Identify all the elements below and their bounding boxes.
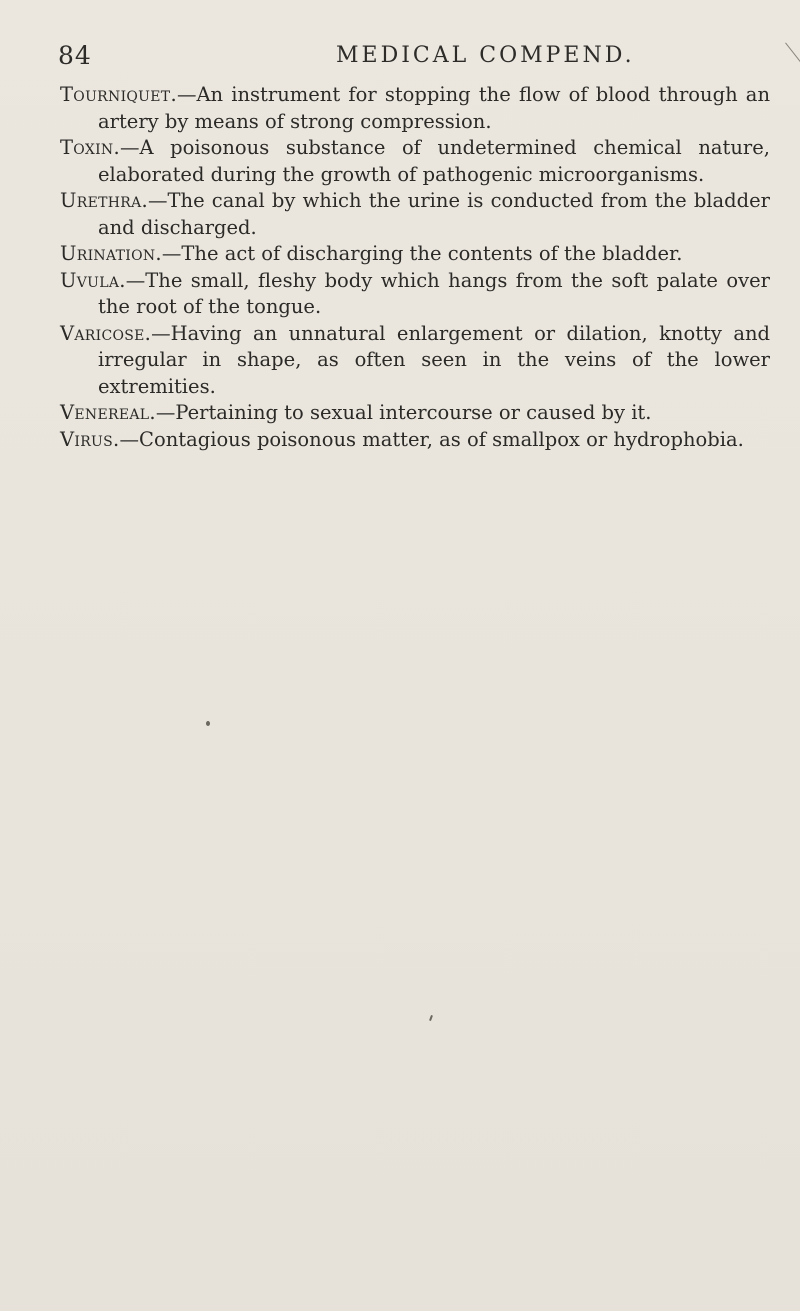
glossary-entry [60, 188, 770, 241]
glossary-entry [60, 321, 770, 401]
entry-term: Toxin. [60, 136, 120, 159]
entry-term: Venereal. [60, 401, 156, 424]
glossary-entry [60, 268, 770, 321]
paper-speck [429, 1015, 433, 1021]
paper-speck [206, 721, 210, 726]
running-title: MEDICAL COMPEND. [336, 43, 635, 68]
entry-definition: —An instrument for stopping the flow of blood through an artery by means of strong compression. [98, 83, 770, 133]
entry-term: Virus. [60, 427, 120, 451]
entry-term: Urethra. [60, 189, 148, 212]
entry-term: Tourniquet. [60, 83, 177, 106]
entry-term: Uvula. [60, 268, 126, 292]
entry-definition: —The act of discharging the contents of the bladder. [161, 242, 683, 265]
entry-definition: —The small, fleshy body which hangs from the soft palate over the root of the tongue. [98, 268, 770, 318]
entry-definition: —Contagious poisonous matter, as of smallpox or hydrophobia. [119, 427, 744, 451]
page-header [58, 41, 778, 73]
glossary-entries [60, 82, 770, 453]
glossary-entry [60, 82, 770, 135]
glossary-entry [60, 400, 770, 427]
glossary-entry [60, 427, 770, 454]
entry-definition: —The canal by which the urine is conducted from the bladder and discharged. [98, 189, 770, 239]
entry-definition: —Having an unnatural enlargement or dilation, knotty and irregular in shape, as often seen in the veins of the lower extremities. [98, 321, 770, 398]
page-corner-mark [785, 42, 800, 63]
entry-term: Varicose. [60, 321, 152, 345]
glossary-entry [60, 135, 770, 188]
glossary-entry [60, 241, 770, 268]
entry-definition: —A poisonous substance of undetermined chemical nature, elaborated during the growth of pathogenic microorganisms. [98, 136, 770, 186]
entry-term: Urination. [60, 242, 162, 265]
entry-definition: —Pertaining to sexual intercourse or caused by it. [155, 401, 652, 424]
page-number: 84 [58, 41, 92, 70]
